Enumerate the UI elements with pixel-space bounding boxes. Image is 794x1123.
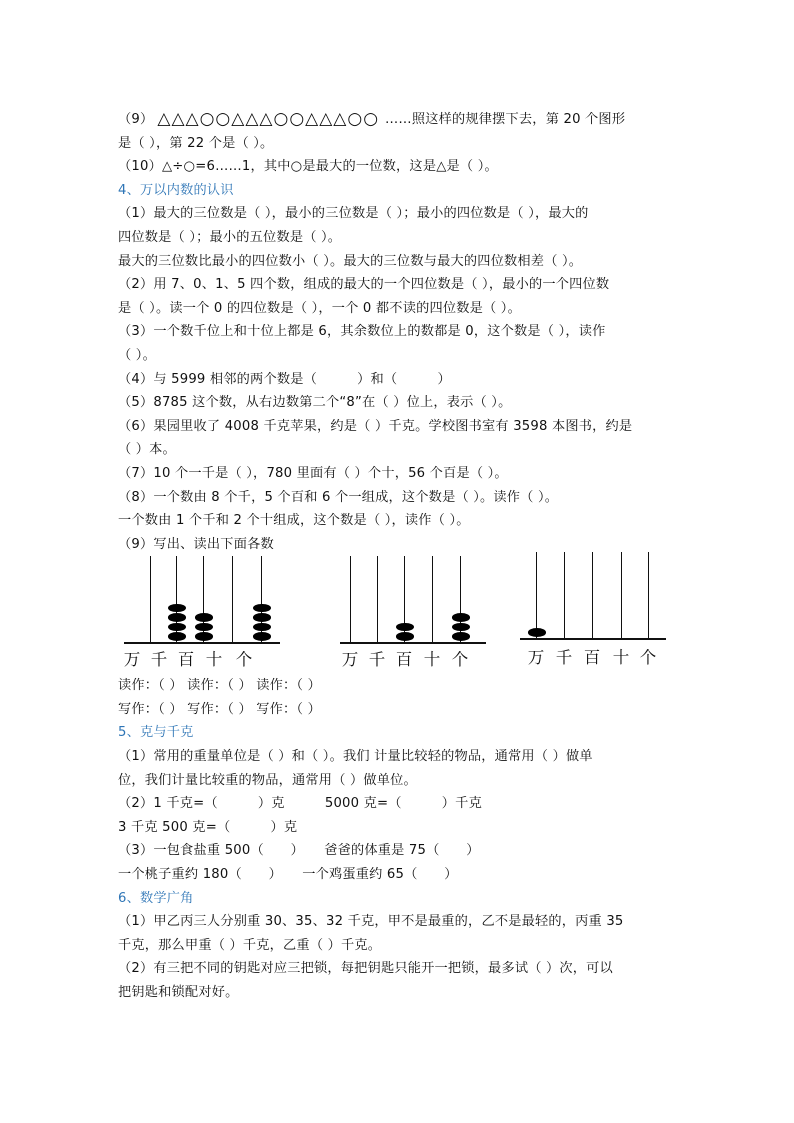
s4-q4: （4）与 5999 相邻的两个数是（ ）和（ ） xyxy=(118,371,451,387)
abacus-base xyxy=(340,642,486,643)
s4-q6-line1: （6）果园里收了 4008 千克苹果，约是（ ）千克。学校图书室有 3598 本图书，约是 xyxy=(118,418,633,434)
s4-q1-line3: 最大的三位数比最小的四位数小（ ）。最大的三位数与最大的四位数相差（ ）。 xyxy=(118,253,583,269)
abacus-bead xyxy=(253,613,271,622)
s5-q2-line1: （2）1 千克=（ ）克 5000 克=（ ）千克 xyxy=(118,796,482,812)
abacus-bead xyxy=(195,613,213,622)
abacus-bead xyxy=(452,623,470,632)
abacus-bead xyxy=(253,623,271,632)
place-label: 个 xyxy=(235,650,253,670)
abacus-bead xyxy=(253,632,271,641)
abacus-bead xyxy=(396,623,414,632)
write-as-row: 写作：（ ） 写作：（ ） 写作：（ ） xyxy=(118,701,321,717)
abacus-rod-万 xyxy=(536,552,537,638)
place-label: 万 xyxy=(341,650,359,670)
s5-q1-line1: （1）常用的重量单位是（ ）和（ ）。我们 计量比较轻的物品，通常用（ ）做单 xyxy=(118,749,593,765)
place-label: 百 xyxy=(583,648,601,668)
place-label: 万 xyxy=(527,648,545,668)
abacus-rod-万 xyxy=(350,556,351,642)
abacus-rod-十 xyxy=(432,556,433,642)
q9-text: ……照这样的规律摆下去，第 20 个图形 xyxy=(385,112,626,127)
s4-q6-line2: （ ）本。 xyxy=(118,442,176,458)
place-label: 万 xyxy=(123,650,141,670)
s4-q2-line1: （2）用 7、0、1、5 四个数，组成的最大的一个四位数是（ ），最小的一个四位数 xyxy=(118,277,610,293)
s4-q1-line1: （1）最大的三位数是（ ），最小的三位数是（ ）；最小的四位数是（ ），最大的 xyxy=(118,206,589,222)
section-4-heading: 4、万以内数的认识 xyxy=(118,182,234,198)
s5-q1-line2: 位，我们计量比较重的物品，通常用（ ）做单位。 xyxy=(118,772,417,788)
s5-q2-line2: 3 千克 500 克=（ ）克 xyxy=(118,819,298,835)
s6-q2-line1: （2）有三把不同的钥匙对应三把锁，每把钥匙只能开一把锁，最多试（ ）次，可以 xyxy=(118,961,613,977)
abacus-figures xyxy=(118,556,678,674)
triangle-circle-sequence: △△△○○△△△○○△△△○○ xyxy=(157,109,380,129)
section-6-heading: 6、数学广角 xyxy=(118,890,194,906)
abacus-rod-十 xyxy=(232,556,233,642)
abacus-base xyxy=(520,638,666,639)
s4-q8-line1: （8）一个数由 8 个千，5 个百和 6 个一组成，这个数是（ ）。读作（ ）。 xyxy=(118,489,559,505)
abacus-rod-千 xyxy=(564,552,565,638)
abacus-rod-万 xyxy=(150,556,151,642)
abacus-base xyxy=(124,642,280,643)
q9-number: （9） xyxy=(118,112,154,127)
read-as-row: 读作：（ ） 读作：（ ） 读作：（ ） xyxy=(118,678,321,694)
abacus-bead xyxy=(168,632,186,641)
abacus-rod-百 xyxy=(592,552,593,638)
abacus-bead xyxy=(168,613,186,622)
abacus-bead xyxy=(452,613,470,622)
place-label: 十 xyxy=(205,650,223,670)
place-label: 千 xyxy=(555,648,573,668)
abacus-bead xyxy=(168,604,186,613)
s4-q7: （7）10 个一千是（ ），780 里面有（ ）个十，56 个百是（ ）。 xyxy=(118,465,508,481)
place-label: 千 xyxy=(368,650,386,670)
s5-q3-line2: 一个桃子重约 180（ ） 一个鸡蛋重约 65（ ） xyxy=(118,867,458,883)
place-label: 个 xyxy=(639,648,657,668)
s4-q1-line2: 四位数是（ ）；最小的五位数是（ ）。 xyxy=(118,229,342,245)
q10: （10）△÷○=6……1，其中○是最大的一位数，这是△是（ ）。 xyxy=(118,159,498,175)
s4-q2-line2: 是（ ）。读一个 0 的四位数是（ ），一个 0 都不读的四位数是（ ）。 xyxy=(118,300,521,316)
abacus-bead xyxy=(452,632,470,641)
place-label: 百 xyxy=(395,650,413,670)
s6-q2-line2: 把钥匙和锁配对好。 xyxy=(118,985,239,1000)
place-label: 十 xyxy=(612,648,630,668)
worksheet xyxy=(118,108,678,1005)
s4-q5: （5）8785 这个数，从右边数第二个“8”在（ ）位上，表示（ ）。 xyxy=(118,395,512,411)
abacus-bead xyxy=(253,604,271,613)
abacus-bead xyxy=(195,623,213,632)
place-label: 千 xyxy=(150,650,168,670)
q9-pattern-line xyxy=(118,108,678,132)
s4-q3-line1: （3）一个数千位上和十位上都是 6，其余数位上的数都是 0，这个数是（ ），读作 xyxy=(118,324,606,340)
s4-q3-line2: （ ）。 xyxy=(118,347,156,363)
section-5-heading: 5、克与千克 xyxy=(118,725,194,741)
place-label: 十 xyxy=(423,650,441,670)
place-label: 百 xyxy=(177,650,195,670)
abacus-bead xyxy=(168,623,186,632)
s6-q1-line1: （1）甲乙丙三人分别重 30、35、32 千克，甲不是最重的，乙不是最轻的，丙重 35 xyxy=(118,914,624,930)
place-label: 个 xyxy=(451,650,469,670)
abacus-bead xyxy=(528,628,546,637)
s4-q9: （9）写出、读出下面各数 xyxy=(118,536,274,552)
abacus-bead xyxy=(195,632,213,641)
abacus-rod-千 xyxy=(377,556,378,642)
q9-continued: 是（ ），第 22 个是（ ）。 xyxy=(118,135,274,151)
s4-q8-line2: 一个数由 1 个千和 2 个十组成，这个数是（ ），读作（ ）。 xyxy=(118,513,470,529)
abacus-rod-个 xyxy=(648,552,649,638)
s5-q3-line1: （3）一包食盐重 500（ ） 爸爸的体重是 75（ ） xyxy=(118,843,480,859)
abacus-bead xyxy=(396,632,414,641)
s6-q1-line2: 千克，那么甲重（ ）千克，乙重（ ）千克。 xyxy=(118,937,382,953)
abacus-rod-十 xyxy=(621,552,622,638)
